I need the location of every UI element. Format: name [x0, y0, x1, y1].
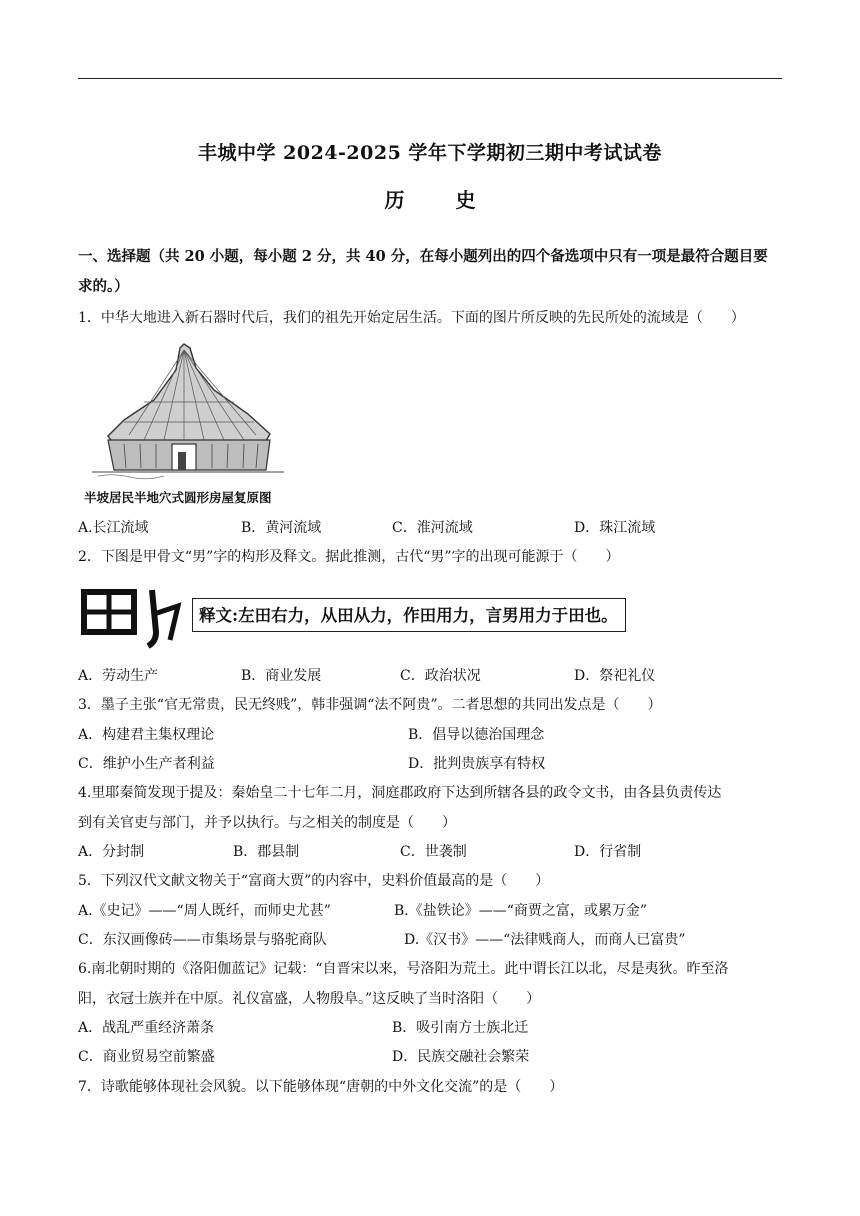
exam-title: 丰城中学 2024-2025 学年下学期初三期中考试试卷	[198, 142, 662, 164]
illustration-caption: 半坡居民半地穴式圆形房屋复原图	[84, 490, 272, 505]
question-6-stem-line1: 6.南北朝时期的《洛阳伽蓝记》记载：“自晋宋以来，号洛阳为荒土。此中谓长江以北，尽是夷狄。昨至洛	[78, 961, 729, 977]
q4-option-b[interactable]: B．郡县制	[233, 844, 300, 860]
hut-drawing	[84, 340, 294, 508]
question-6-stem-line2: 阳，衣冠士族并在中原。礼仪富盛，人物殷阜。”这反映了当时洛阳（ ）	[78, 991, 541, 1007]
q2-option-c[interactable]: C．政治状况	[400, 668, 481, 684]
q5-option-a[interactable]: A.《史记》——“周人既纤，而师史尤甚”	[78, 903, 331, 919]
q5-option-b[interactable]: B.《盐铁论》——“商贾之富，或累万金”	[394, 903, 648, 919]
question-7-stem: 7．诗歌能够体现社会风貌。以下能够体现“唐朝的中外文化交流”的是（ ）	[78, 1079, 564, 1095]
q1-option-c[interactable]: C．淮河流域	[392, 520, 473, 536]
q6-option-d[interactable]: D．民族交融社会繁荣	[392, 1049, 530, 1065]
q2-option-b[interactable]: B．商业发展	[241, 668, 322, 684]
q1-option-d[interactable]: D．珠江流域	[574, 520, 656, 536]
section-instruction-line1: 一、选择题（共 20 小题，每小题 2 分，共 40 分，在每小题列出的四个备选项中只有一项是最符合题目要	[78, 248, 768, 265]
q5-option-d[interactable]: D.《汉书》——“法律贱商人，而商人已富贵”	[404, 932, 686, 948]
q4-option-c[interactable]: C．世袭制	[400, 844, 467, 860]
q6-option-a[interactable]: A．战乱严重经济萧条	[78, 1020, 215, 1036]
q3-option-d[interactable]: D．批判贵族享有特权	[408, 756, 546, 772]
q3-option-b[interactable]: B．倡导以德治国理念	[408, 727, 545, 743]
question-1-stem: 1．中华大地进入新石器时代后，我们的祖先开始定居生活。下面的图片所反映的先民所处的流域是（ ）	[78, 310, 745, 326]
q3-option-a[interactable]: A．构建君主集权理论	[78, 727, 215, 743]
question-5-stem: 5．下列汉代文献文物关于“富商大贾”的内容中，史料价值最高的是（ ）	[78, 873, 550, 889]
q6-option-b[interactable]: B．吸引南方士族北迁	[392, 1020, 529, 1036]
section-instruction-line2: 求的。）	[78, 278, 129, 295]
question-2-stem: 2．下图是甲骨文“男”字的构形及释文。据此推测，古代“男”字的出现可能源于（ ）	[78, 549, 620, 565]
oracle-gloss-box: 释文:左田右力，从田从力，作田用力，言男用力于田也。	[192, 598, 626, 632]
q2-option-a[interactable]: A．劳动生产	[78, 668, 159, 684]
oracle-bone-figure	[78, 584, 638, 654]
question-3-stem: 3．墨子主张“官无常贵，民无终贱”，韩非强调“法不阿贵”。二者思想的共同出发点是（ ）	[78, 697, 662, 713]
subject-title: 历 史	[384, 188, 498, 212]
question-4-stem-line2: 到有关官吏与部门，并予以执行。与之相关的制度是（ ）	[78, 815, 456, 831]
question-4-stem-line1: 4.里耶秦简发现于提及：秦始皇二十七年二月，洞庭郡政府下达到所辖各县的政令文书，由各县负责传达	[78, 785, 722, 801]
q3-option-c[interactable]: C．维护小生产者利益	[78, 756, 215, 772]
oracle-character-nan-icon	[78, 584, 188, 654]
q5-option-c[interactable]: C．东汉画像砖——市集场景与骆驼商队	[78, 932, 327, 948]
q4-option-a[interactable]: A．分封制	[78, 844, 145, 860]
q1-option-a[interactable]: A.长江流域	[78, 520, 149, 536]
banpo-house-illustration	[84, 340, 294, 508]
q1-option-b[interactable]: B．黄河流域	[241, 520, 322, 536]
q2-option-d[interactable]: D．祭祀礼仪	[574, 668, 656, 684]
header-rule	[78, 78, 782, 79]
q6-option-c[interactable]: C．商业贸易空前繁盛	[78, 1049, 215, 1065]
q4-option-d[interactable]: D．行省制	[574, 844, 642, 860]
